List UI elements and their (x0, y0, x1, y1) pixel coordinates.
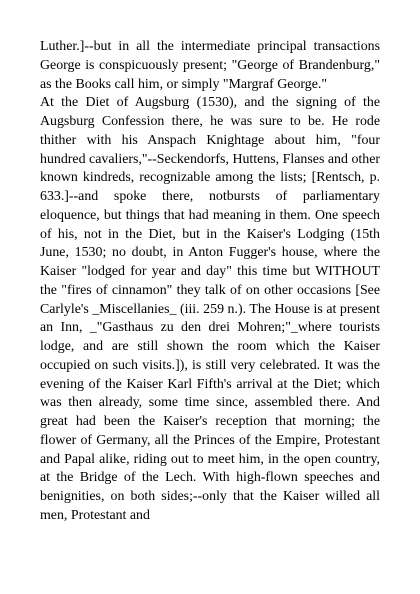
paragraph-luther-continuation: Luther.]--but in all the intermediate principal transactions George is conspicuously present; "George of Brandenburg," as the Books call him, or simply "Margraf George." (40, 39, 380, 92)
paragraph-diet-of-augsburg: At the Diet of Augsburg (1530), and the signing of the Augsburg Confession there, he was sure to be. He rode thither with his Anspach Knightage about him, "four hundred cavaliers,"--Seckendorfs, Huttens, Flanses and other known kindreds, recognizable among the lists; [Rentsch, p. 633.]--and spoke there, notbursts of parliamentary eloquence, but things that had meaning in them. One speech of his, not in the Diet, but in the Kaiser's Lodging (15th June, 1530; no doubt, in Anton Fugger's house, where the Kaiser "lodged for year and day" this time but WITHOUT the "fires of cinnamon" they talk of on other occasions [See Carlyle's _Miscellanies_ (iii. 259 n.). The House is at present an Inn, _"Gasthaus zu den drei Mohren;"_where tourists lodge, and are still shown the room which the Kaiser occupied on such visits.]), is still very celebrated. It was the evening of the Kaiser Karl Fifth's arrival at the Diet; which was then already, some time since, assembled there. And great had been the Kaiser's reception that morning; the flower of Germany, all the Princes of the Empire, Protestant and Papal alike, riding out to meet him, in the open country, at the Bridge of the Lech. With high-flown speeches and benignities, on both sides;--only that the Kaiser willed all men, Protestant and (40, 95, 380, 523)
document-page (40, 38, 380, 526)
